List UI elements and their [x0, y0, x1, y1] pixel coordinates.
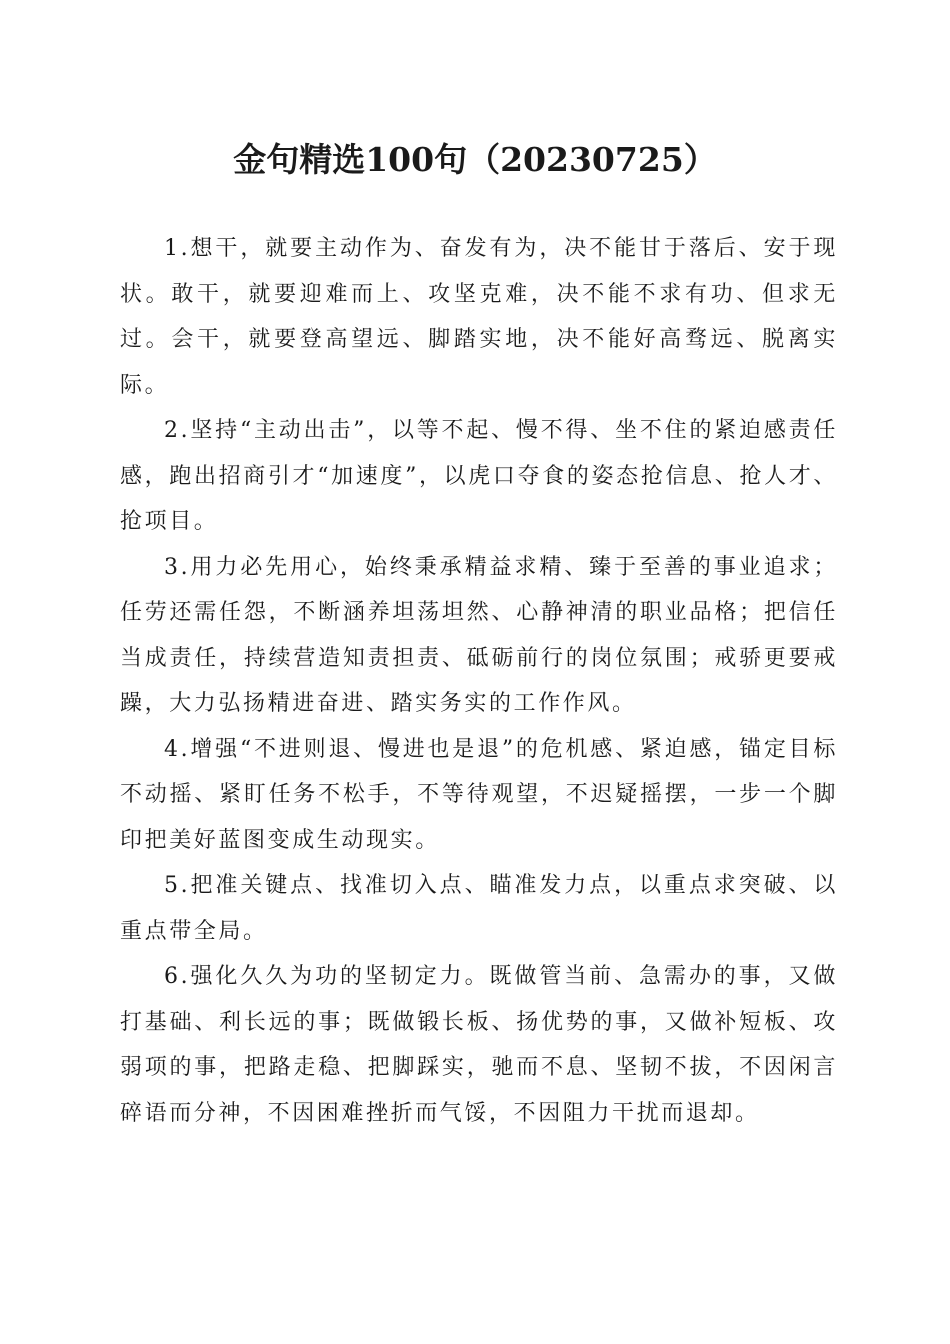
paragraph-2: 2.坚持“主动出击”，以等不起、慢不得、坐不住的紧迫感责任感，跑出招商引才“加速度”，以虎口夺食的姿态抢信息、抢人才、抢项目。 [120, 418, 838, 534]
paragraph-6: 6.强化久久为功的坚韧定力。既做管当前、急需办的事，又做打基础、利长远的事；既做锻长板、扬优势的事，又做补短板、攻弱项的事，把路走稳、把脚踩实，驰而不息、坚韧不拔，不因闲言碎语而分神，不因困难挫折而气馁，不因阻力干扰而退却。 [120, 964, 838, 1126]
paragraph-1: 1.想干，就要主动作为、奋发有为，决不能甘于落后、安于现状。敢干，就要迎难而上、攻坚克难，决不能不求有功、但求无过。会干，就要登高望远、脚踏实地，决不能好高骛远、脱离实际。 [120, 236, 838, 398]
document-title: 金句精选100句（20230725） [233, 140, 717, 179]
paragraph-5: 5.把准关键点、找准切入点、瞄准发力点，以重点求突破、以重点带全局。 [120, 873, 838, 944]
paragraph-4: 4.增强“不进则退、慢进也是退”的危机感、紧迫感，锚定目标不动摇、紧盯任务不松手，不等待观望，不迟疑摇摆，一步一个脚印把美好蓝图变成生动现实。 [120, 736, 838, 853]
document-body [120, 226, 838, 1136]
paragraph-3: 3.用力必先用心，始终秉承精益求精、臻于至善的事业追求；任劳还需任怨，不断涵养坦荡坦然、心静神清的职业品格；把信任当成责任，持续营造知责担责、砥砺前行的岗位氛围；戒骄更要戒躁，大力弘扬精进奋进、踏实务实的工作作风。 [120, 554, 838, 716]
